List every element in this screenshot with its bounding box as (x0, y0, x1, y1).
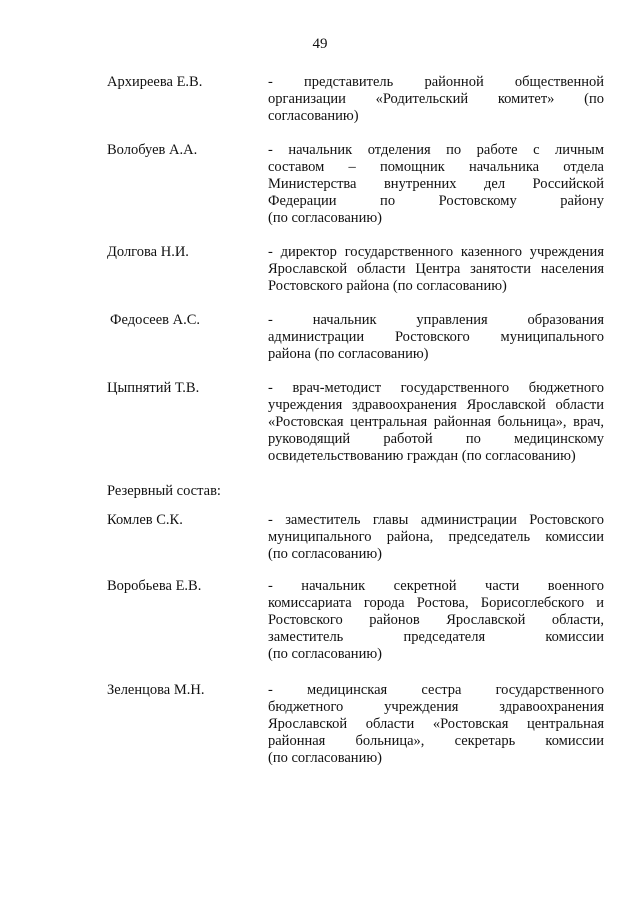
member-description (268, 578, 604, 663)
description-line: - врач-методист государственного бюджетного (268, 380, 604, 396)
description-line: - директор государственного казенного учреждения (268, 244, 604, 260)
description-line: Ростовского района (по согласованию) (268, 278, 507, 294)
description-line: Ярославской области «Ростовская центральная (268, 716, 604, 732)
member-name: Комлев С.К. (107, 512, 183, 528)
member-name: Архиреева Е.В. (107, 74, 203, 90)
description-line: организации «Родительский комитет» (по (268, 91, 604, 107)
description-line: районная больница», секретарь комиссии (268, 733, 604, 749)
member-description (268, 142, 604, 227)
description-line: - представитель районной общественной (268, 74, 604, 90)
member-name: Зеленцова М.Н. (107, 682, 205, 698)
description-line: бюджетного учреждения здравоохранения (268, 699, 604, 715)
description-line: - заместитель главы администрации Ростовского (268, 512, 604, 528)
description-line: согласованию) (268, 108, 359, 124)
member-description (268, 312, 604, 363)
description-line: Ярославской области Центра занятости населения (268, 261, 604, 277)
description-line: муниципального района, председатель комиссии (268, 529, 604, 545)
description-line: (по согласованию) (268, 546, 382, 562)
description-line: - начальник секретной части военного (268, 578, 604, 594)
member-name: Цыпнятий Т.В. (107, 380, 200, 396)
description-line: - начальник отделения по работе с личным (268, 142, 604, 158)
description-line: - начальник управления образования (268, 312, 604, 328)
reserve-section-title: Резервный состав: (107, 483, 221, 499)
description-line: учреждения здравоохранения Ярославской области (268, 397, 604, 413)
member-description (268, 380, 604, 465)
member-description (268, 74, 604, 125)
member-name: Долгова Н.И. (107, 244, 189, 260)
member-description (268, 512, 604, 563)
description-line: Федерации по Ростовскому району (268, 193, 604, 209)
description-line: заместитель председателя комиссии (268, 629, 604, 645)
member-name: Федосеев А.С. (110, 312, 201, 328)
description-line: (по согласованию) (268, 750, 382, 766)
member-description (268, 244, 604, 295)
description-line: освидетельствованию граждан (по согласованию) (268, 448, 576, 464)
description-line: комиссариата города Ростова, Борисоглебского и (268, 595, 604, 611)
description-line: (по согласованию) (268, 646, 382, 662)
description-line: руководящий работой по медицинскому (268, 431, 604, 447)
member-name: Воробьева Е.В. (107, 578, 202, 594)
description-line: Ростовского районов Ярославской области, (268, 612, 604, 628)
description-line: «Ростовская центральная районная больница», врач, (268, 414, 604, 430)
description-line: составом – помощник начальника отдела (268, 159, 604, 175)
description-line: (по согласованию) (268, 210, 382, 226)
page-number: 49 (312, 36, 328, 52)
member-name: Волобуев А.А. (107, 142, 198, 158)
description-line: - медицинская сестра государственного (268, 682, 604, 698)
member-description (268, 682, 604, 767)
description-line: района (по согласованию) (268, 346, 429, 362)
description-line: администрации Ростовского муниципального (268, 329, 604, 345)
description-line: Министерства внутренних дел Российской (268, 176, 604, 192)
